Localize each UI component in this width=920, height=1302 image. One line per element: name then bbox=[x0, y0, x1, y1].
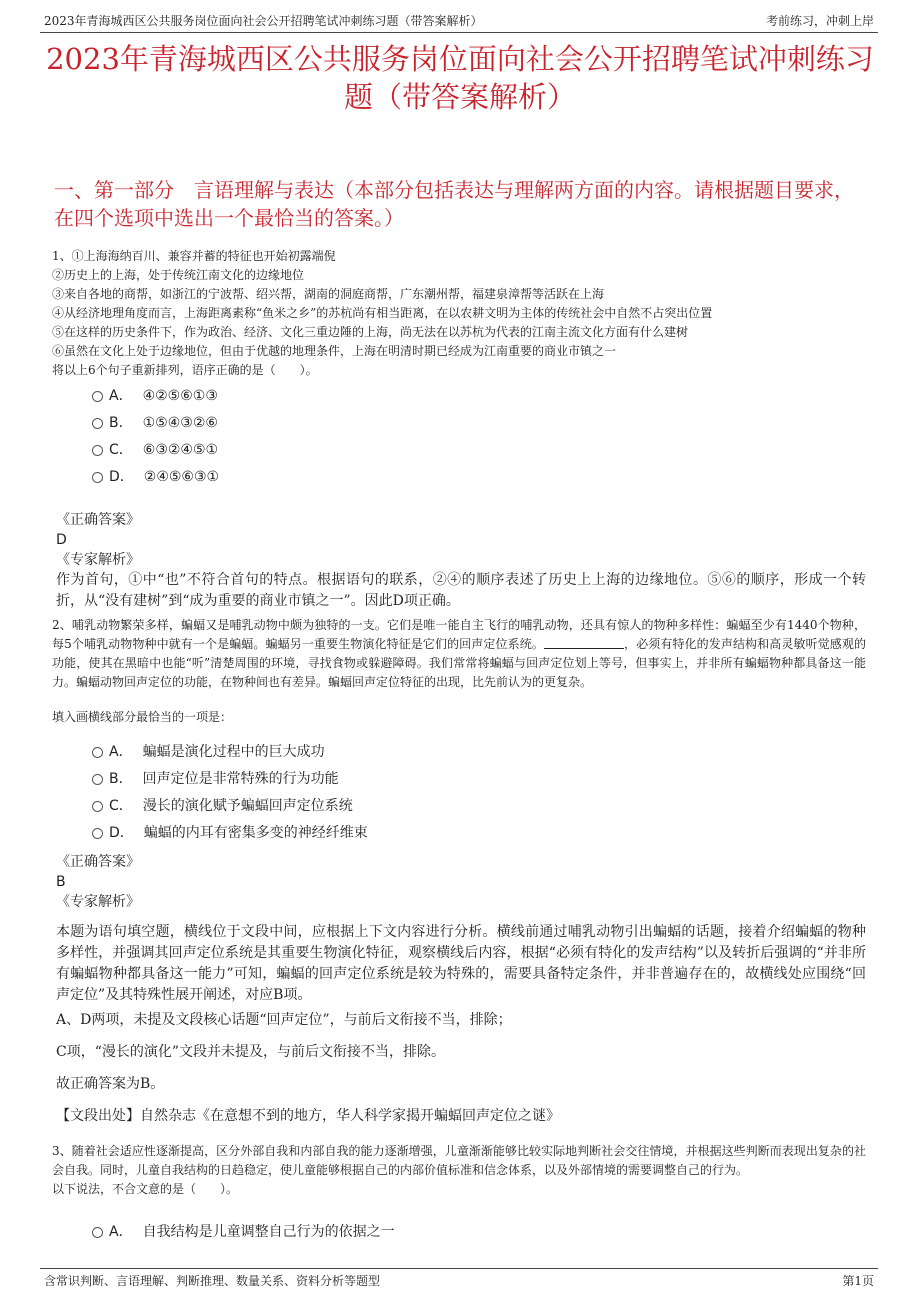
radio-icon[interactable] bbox=[92, 828, 103, 839]
radio-icon[interactable] bbox=[92, 418, 103, 429]
option-label: D． bbox=[109, 825, 134, 841]
radio-icon[interactable] bbox=[92, 747, 103, 758]
q2-passage-part-2: ，必须有特化的发声结构和高灵敏听觉感观的功能，使其在黑暗中也能“听”清楚周围的环境，寻找食物或躲避障碍。我们常常将蝙蝠与回声定位划上等号，但事实上，并非所有蝙蝠物种都具备这一能力。蝙蝠动物回声定位的功能，在物种间也有差异。蝙蝠回声定位特征的出现，比先前认为的更复杂。 bbox=[52, 637, 866, 689]
option-text: ④②⑤⑥①③ bbox=[142, 388, 218, 404]
q1-line: ⑤在这样的历史条件下，作为政治、经济、文化三重边陲的上海，尚无法在以苏杭为代表的江南主流文化方面有什么建树 bbox=[52, 325, 689, 339]
fill-blank bbox=[544, 636, 624, 649]
q2-option-c[interactable] bbox=[92, 796, 353, 816]
footer-note: 含常识判断、言语理解、判断推理、数量关系、资料分析等题型 bbox=[44, 1274, 381, 1288]
option-text: ⑥③②④⑤① bbox=[142, 442, 219, 458]
q1-option-a[interactable] bbox=[92, 386, 218, 406]
q2-option-a[interactable] bbox=[92, 742, 325, 762]
page-number: 第1页 bbox=[842, 1274, 874, 1288]
radio-icon[interactable] bbox=[92, 801, 103, 812]
answer-label: 《正确答案》 bbox=[56, 512, 140, 528]
answer-value: B bbox=[56, 874, 66, 890]
answer-label: 《正确答案》 bbox=[56, 854, 140, 870]
option-text: ②④⑤⑥③① bbox=[143, 469, 220, 485]
q2-prompt-block bbox=[52, 708, 866, 727]
q2-passage bbox=[52, 616, 866, 692]
question-1-stem bbox=[52, 247, 866, 380]
analysis-paragraph: 故正确答案为B。 bbox=[56, 1076, 165, 1092]
q1-option-c[interactable] bbox=[92, 440, 218, 460]
analysis-label: 《专家解析》 bbox=[56, 552, 140, 568]
q3-option-a[interactable] bbox=[92, 1222, 395, 1242]
analysis-label: 《专家解析》 bbox=[56, 894, 140, 910]
q1-answer-block bbox=[56, 510, 866, 612]
section-heading: 一、第一部分 言语理解与表达（本部分包括表达与理解两方面的内容。请根据题目要求，在四个选项中选出一个最恰当的答案。） bbox=[54, 178, 854, 230]
header-doc-title: 2023年青海城西区公共服务岗位面向社会公开招聘笔试冲刺练习题（带答案解析） bbox=[44, 14, 483, 28]
answer-value: D bbox=[56, 532, 67, 548]
q2-option-d[interactable] bbox=[92, 823, 368, 843]
q2-source bbox=[56, 1106, 866, 1127]
q3-prompt: 以下说法，不合文意的是（ ）。 bbox=[52, 1182, 239, 1196]
header-slogan: 考前练习，冲刺上岸 bbox=[765, 14, 874, 28]
option-text: 自我结构是儿童调整自己行为的依据之一 bbox=[142, 1224, 395, 1240]
q1-line: ②历史上的上海，处于传统江南文化的边缘地位 bbox=[52, 268, 305, 282]
question-3-passage bbox=[52, 1142, 866, 1199]
source-citation: 【文段出处】自然杂志《在意想不到的地方，华人科学家揭开蝙蝠回声定位之谜》 bbox=[56, 1108, 560, 1124]
radio-icon[interactable] bbox=[92, 774, 103, 785]
q1-option-d[interactable] bbox=[92, 467, 219, 487]
q1-option-b[interactable] bbox=[92, 413, 218, 433]
radio-icon[interactable] bbox=[92, 1227, 103, 1238]
q2-analysis bbox=[56, 1074, 866, 1095]
q2-analysis bbox=[56, 1010, 866, 1031]
q1-line: 1、①上海海纳百川、兼容并蓄的特征也开始初露端倪 bbox=[52, 249, 336, 263]
option-label: C． bbox=[109, 442, 133, 458]
analysis-paragraph: C项，“漫长的演化”文段并未提及，与前后文衔接不当，排除。 bbox=[56, 1044, 446, 1060]
option-text: 漫长的演化赋予蝙蝠回声定位系统 bbox=[142, 798, 353, 814]
question-2-passage bbox=[52, 616, 866, 692]
radio-icon[interactable] bbox=[92, 445, 103, 456]
radio-icon[interactable] bbox=[92, 472, 103, 483]
q2-analysis bbox=[56, 922, 866, 1006]
option-label: B． bbox=[109, 415, 133, 431]
q2-option-b[interactable] bbox=[92, 769, 339, 789]
option-label: D． bbox=[109, 469, 134, 485]
option-label: A． bbox=[109, 744, 133, 760]
q2-answer-block bbox=[56, 852, 866, 912]
document-title: 2023年青海城西区公共服务岗位面向社会公开招聘笔试冲刺练习题（带答案解析） bbox=[46, 42, 874, 114]
option-label: A． bbox=[109, 1224, 133, 1240]
analysis-paragraph: A、D两项，未提及文段核心话题“回声定位”，与前后文衔接不当，排除； bbox=[56, 1012, 512, 1028]
q2-prompt: 填入画横线部分最恰当的一项是： bbox=[52, 710, 233, 724]
option-text: 回声定位是非常特殊的行为功能 bbox=[142, 771, 339, 787]
page-footer bbox=[40, 1268, 878, 1289]
option-text: 蝙蝠是演化过程中的巨大成功 bbox=[142, 744, 325, 760]
page-header bbox=[40, 10, 878, 33]
q1-line: ④从经济地理角度而言，上海距离素称“鱼米之乡”的苏杭尚有相当距离，在以农耕文明为主体的传统社会中自然不占突出位置 bbox=[52, 306, 713, 320]
q1-prompt: 将以上6个句子重新排列，语序正确的是（ ）。 bbox=[52, 363, 318, 377]
option-label: A． bbox=[109, 388, 133, 404]
q2-passage-part-1: 2、哺乳动物繁荣多样，蝙蝠又是哺乳动物中颇为独特的一支。它们是唯一能自主飞行的哺乳动物，还具有惊人的物种多样性：蝙蝠至少有1440个物种，每5个哺乳动物物种中就有一个是蝙蝠。蝙蝠另一重要生物演化特征是它们的回声定位系统。 bbox=[52, 618, 866, 651]
option-text: ①⑤④③②⑥ bbox=[142, 415, 218, 431]
q2-analysis bbox=[56, 1042, 866, 1063]
option-text: 蝙蝠的内耳有密集多变的神经纤维束 bbox=[143, 825, 368, 841]
analysis-text: 作为首句，①中“也”不符合首句的特点。根据语句的联系，②④的顺序表述了历史上上海的边缘地位。⑤⑥的顺序，形成一个转折，从“没有建树”到“成为重要的商业市镇之一”。因此D项正确。 bbox=[56, 572, 866, 609]
q1-line: ⑥虽然在文化上处于边缘地位，但由于优越的地理条件，上海在明清时期已经成为江南重要的商业市镇之一 bbox=[52, 344, 617, 358]
radio-icon[interactable] bbox=[92, 391, 103, 402]
option-label: C． bbox=[109, 798, 133, 814]
q1-line: ③来自各地的商帮，如浙江的宁波帮、绍兴帮，湖南的洞庭商帮，广东潮州帮，福建泉漳帮等活跃在上海 bbox=[52, 287, 605, 301]
q3-passage: 3、随着社会适应性逐渐提高，区分外部自我和内部自我的能力逐渐增强，儿童渐渐能够比较实际地判断社会交往情境，并根据这些判断而表现出复杂的社会自我。同时，儿童自我结构的日趋稳定，使儿童能够根据自己的内部价值标准和信念体系，以及外部情境的需要调整自己的行为。 bbox=[52, 1144, 866, 1177]
option-label: B． bbox=[109, 771, 133, 787]
analysis-paragraph: 本题为语句填空题，横线位于文段中间，应根据上下文内容进行分析。横线前通过哺乳动物引出蝙蝠的话题，接着介绍蝙蝠的物种多样性，并强调其回声定位系统是其重要生物演化特征，观察横线后内容，根据“必须有特化的发声结构”以及转折后强调的“并非所有蝙蝠物种都具备这一能力”可知，蝙蝠的回声定位系统是较为特殊的，需要具备特定条件，并非普遍存在的，故横线处应围绕“回声定位”及其特殊性展开阐述，对应B项。 bbox=[56, 924, 866, 1003]
